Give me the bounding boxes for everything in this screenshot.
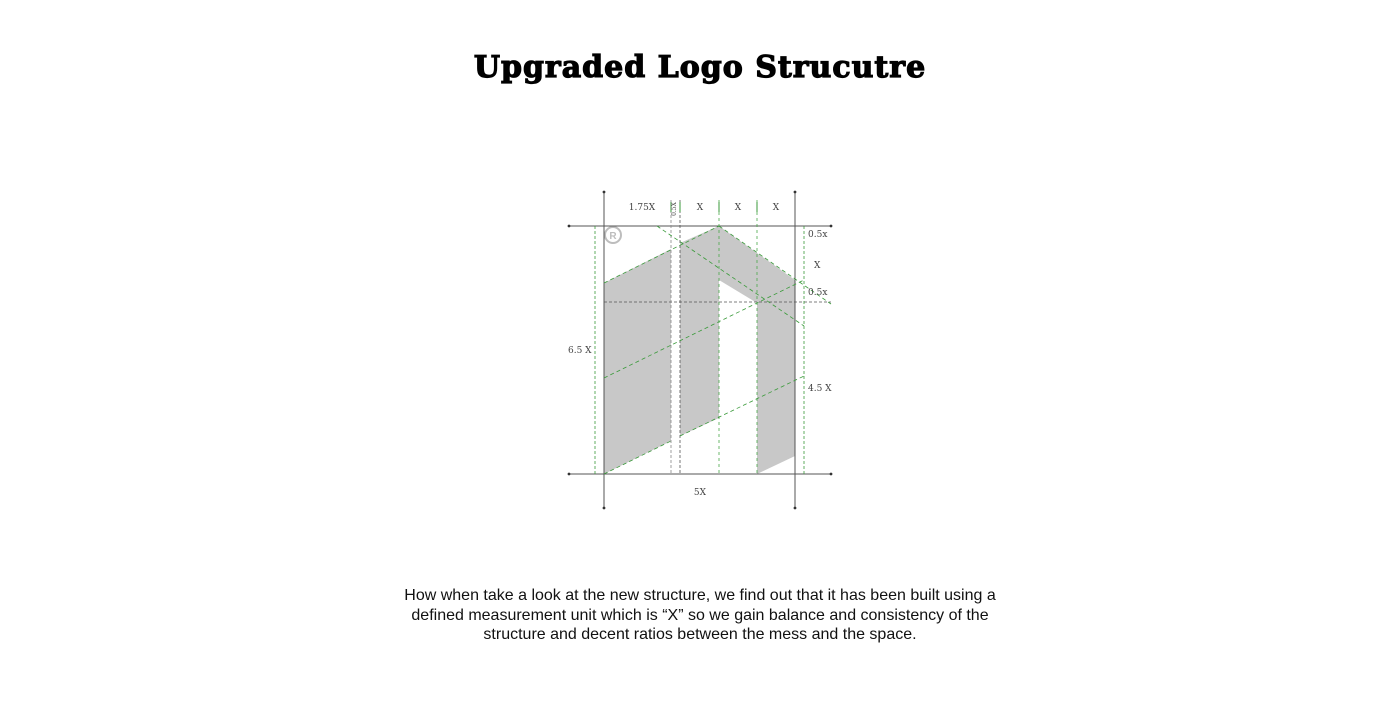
logo-middle-peak (680, 226, 795, 474)
label-right-1: 0.5x (808, 230, 828, 240)
label-right-4: 4.5 X (808, 384, 832, 394)
label-top-1: 1.75X (628, 203, 656, 213)
label-top-5: X (772, 203, 780, 213)
label-top-3: X (696, 203, 704, 213)
top-ticks (671, 202, 757, 212)
description-line: How when take a look at the new structure, we find out that it has been built using a (404, 587, 996, 604)
page-title: Upgraded Logo Strucutre (473, 50, 927, 85)
label-left: 6.5 X (568, 346, 592, 356)
description-line: defined measurement unit which is “X” so we gain balance and consistency of the (411, 606, 989, 624)
registered-mark-icon (605, 227, 621, 243)
label-right-2: X (814, 261, 821, 271)
description-text (350, 586, 1050, 645)
label-top-2: 0.5X (671, 202, 678, 216)
label-bottom: 5X (693, 488, 707, 498)
description-line: structure and decent ratios between the mess and the space. (483, 626, 917, 643)
label-top-4: X (734, 203, 742, 213)
label-right-3: 0.5x (808, 288, 828, 298)
logo-shapes (604, 226, 795, 474)
registered-mark-letter: R (609, 231, 617, 242)
